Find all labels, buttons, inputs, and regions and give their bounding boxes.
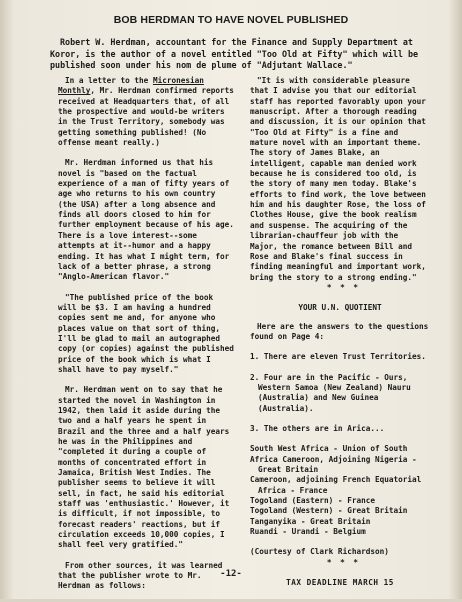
answer-1: 1. There are eleven Trust Territories.	[250, 352, 426, 362]
territory-line: Cameroon, adjoining French Equatorial	[250, 475, 422, 485]
territory-line: Africa Cameroon, Adjoining Nigeria -	[250, 454, 417, 464]
left-paragraph-1	[58, 76, 236, 148]
courtesy-line: (Courtesy of Clark Richardson)	[250, 547, 389, 557]
quiz-title: YOUR U.N. QUOTIENT	[298, 303, 382, 313]
tax-deadline-notice: TAX DEADLINE MARCH 15	[286, 578, 394, 588]
territory-line: Togoland (Eastern) - France	[250, 496, 375, 506]
left-paragraph-4: Mr. Herdman went on to say that he started the novel in Washington in 1942, then laid it aside during the two and a half years he spent in Brazil and the three and a half years he was in the Philippines and "completed it during a couple of months of concentrated effort in Jamaica, British West Indies. The publisher seems to believe it will sell, in fact, he said his editorial staff was 'enthusiastic.' However, it is difficult, if not impossible, to forecast readers' reactions, but if circulation exceeds 10,000 copies, I shall feel very gratified."	[58, 385, 230, 550]
left-paragraph-2: Mr. Herdman informed us that his novel is "based on the factual experience of a man of fifty years of age who returns to his own country (the USA) after a long absence and finds all doors closed to him for further employment because of his age. There is a love interest--some attempts at it--humor and a happy ending. It has what I might term, for lack of a better phrase, a strong "Anglo-American flavor."	[58, 158, 234, 282]
intro-paragraph: Robert W. Herdman, accountant for the Finance and Supply Department at Koror, is the author of a novel entitled "Too Old at Fifty" which will be published soon under his nom de plume of "Adjutant Wallace."	[50, 37, 419, 70]
p1-text-b: , Mr. Herdman confirmed reports received at Headquarters that, of all the prospective and would-be writers in the Trust Territory, somebody was getting something published! (No offense meant really.)	[58, 86, 234, 148]
answer-3: 3. The others are in Arica...	[250, 423, 385, 433]
quiz-intro: Here are the answers to the questions found on Page 4:	[250, 321, 429, 341]
territory-line: Africa - France	[258, 485, 328, 495]
p1-text-a: In a letter to the	[65, 76, 153, 85]
answer-2: 2. Four are in the Pacific - Ours, Western Samoa (New Zealand) Nauru (Australia) and New Guinea (Australia).	[250, 372, 411, 413]
left-paragraph-5: From other sources, it was learned that the publisher wrote to Mr. Herdman as follows:	[58, 560, 223, 591]
territory-line: Great Britain	[258, 465, 319, 474]
right-column	[250, 76, 430, 598]
left-paragraph-3: "The published price of the book will be $3. I am having a hundred copies sent me and, for anyone who places value on that sort of thing, I'll be glad to mail an autographed copy (or copies) against the published price of the book which is what I shall have to pay myself."	[58, 292, 234, 374]
territory-list	[250, 444, 430, 537]
page-number: -12-	[220, 569, 242, 579]
section-divider-stars: * * *	[326, 557, 361, 567]
section-divider-stars: * * *	[326, 282, 361, 292]
publication-name: Micronesian Monthly	[58, 76, 204, 96]
publisher-quote: "It is with considerable pleasure that I advise you that our editorial staff has reported favorably upon your manuscript. After a thorough reading and discussion, it is our opinion that "Too Old at Fifty" is a fine and mature novel with an important theme. The story of James Blake, an intelligent, capable man denied work because he is considered too old, is the story of many men today. Blake's efforts to find work, the love between him and his daughter Rose, the loss of Clothes House, give the book realism and suspense. The acquiring of the librarian-chauffeur job with the Major, the romance between Bill and Rose and Blake's final success in finding meaningful and important work, bring the story to a strong ending."	[250, 76, 426, 282]
left-column	[58, 76, 236, 602]
territory-line: South West Africa - Union of South	[250, 444, 408, 454]
page-title: BOB HERDMAN TO HAVE NOVEL PUBLISHED	[113, 14, 349, 26]
territory-line: Tanganyika - Great Britain	[250, 516, 371, 526]
territory-line: Togoland (Western) - Great Britain	[250, 506, 408, 516]
territory-line: Ruandi - Urandi - Belgium	[250, 527, 366, 537]
